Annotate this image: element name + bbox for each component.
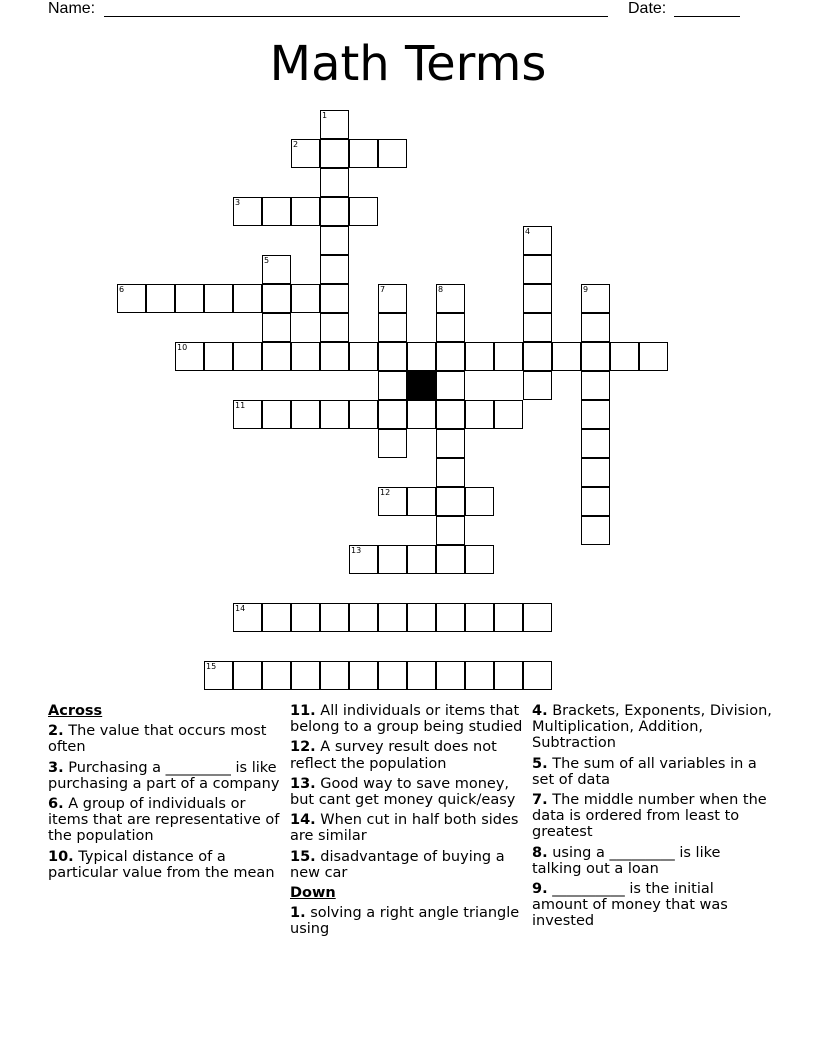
grid-cell[interactable] xyxy=(204,284,233,313)
grid-cell[interactable] xyxy=(436,661,465,690)
grid-cell[interactable] xyxy=(581,371,610,400)
grid-cell[interactable] xyxy=(378,371,407,400)
grid-cell[interactable] xyxy=(291,603,320,632)
grid-cell[interactable] xyxy=(523,313,552,342)
grid-cell[interactable] xyxy=(320,139,349,168)
grid-cell[interactable] xyxy=(639,342,668,371)
grid-cell[interactable] xyxy=(378,487,407,516)
grid-cell[interactable] xyxy=(436,371,465,400)
down-heading: Down xyxy=(290,885,336,902)
grid-cell[interactable] xyxy=(349,342,378,371)
grid-cell[interactable] xyxy=(436,400,465,429)
grid-cell[interactable] xyxy=(581,342,610,371)
grid-cell[interactable] xyxy=(523,661,552,690)
grid-cell[interactable] xyxy=(262,661,291,690)
grid-cell[interactable] xyxy=(378,342,407,371)
clue-number-label: 11 xyxy=(235,401,246,410)
grid-cell[interactable] xyxy=(291,661,320,690)
grid-cell[interactable] xyxy=(146,284,175,313)
grid-cell[interactable] xyxy=(378,284,407,313)
clue-number-label: 15 xyxy=(206,662,217,671)
grid-cell[interactable] xyxy=(378,603,407,632)
clue-across-3: 3. Purchasing a _________ is like purchasing a part of a company xyxy=(48,759,280,792)
grid-cell[interactable] xyxy=(233,661,262,690)
grid-cell[interactable] xyxy=(320,226,349,255)
clue-across-10: 10. Typical distance of a particular value from the mean xyxy=(48,848,275,881)
grid-cell[interactable] xyxy=(407,342,436,371)
clue-number-label: 7 xyxy=(380,285,386,294)
grid-cell[interactable] xyxy=(262,342,291,371)
grid-cell[interactable] xyxy=(407,545,436,574)
grid-cell[interactable] xyxy=(349,603,378,632)
grid-cell[interactable] xyxy=(378,429,407,458)
grid-cell[interactable] xyxy=(262,400,291,429)
grid-cell[interactable] xyxy=(320,342,349,371)
grid-cell[interactable] xyxy=(175,342,204,371)
clue-across-15: 15. disadvantage of buying a new car xyxy=(290,848,505,881)
grid-cell[interactable] xyxy=(262,197,291,226)
grid-cell[interactable] xyxy=(291,197,320,226)
grid-cell[interactable] xyxy=(320,603,349,632)
grid-cell[interactable] xyxy=(378,313,407,342)
grid-cell[interactable] xyxy=(465,661,494,690)
grid-cell[interactable] xyxy=(523,371,552,400)
grid-cell[interactable] xyxy=(436,516,465,545)
grid-cell[interactable] xyxy=(349,545,378,574)
grid-cell[interactable] xyxy=(523,284,552,313)
black-cell xyxy=(407,371,436,400)
clue-across-6: 6. A group of individuals or items that are representative of the population xyxy=(48,796,280,845)
grid-cell[interactable] xyxy=(465,342,494,371)
grid-cell[interactable] xyxy=(523,255,552,284)
grid-cell[interactable] xyxy=(117,284,146,313)
grid-cell[interactable] xyxy=(436,603,465,632)
grid-cell[interactable] xyxy=(233,197,262,226)
clue-across-14: 14. When cut in half both sides are similar xyxy=(290,812,519,845)
page-title: Math Terms xyxy=(269,36,547,92)
grid-cell[interactable] xyxy=(465,487,494,516)
across-heading: Across xyxy=(48,703,103,719)
clue-down-7: 7. The middle number when the data is ordered from least to greatest xyxy=(532,792,767,841)
grid-cell[interactable] xyxy=(581,516,610,545)
grid-cell[interactable] xyxy=(494,661,523,690)
grid-cell[interactable] xyxy=(407,400,436,429)
clue-across-13: 13. Good way to save money, but cant get money quick/easy xyxy=(290,775,516,809)
grid-cell[interactable] xyxy=(436,487,465,516)
grid-cell[interactable] xyxy=(320,168,349,197)
grid-cell[interactable] xyxy=(291,284,320,313)
clue-number-label: 12 xyxy=(380,488,391,497)
grid-cell[interactable] xyxy=(291,400,320,429)
clue-down-4: 4. Brackets, Exponents, Division, Multiplication, Addition, Subtraction xyxy=(532,703,772,752)
grid-cell[interactable] xyxy=(407,603,436,632)
grid-cell[interactable] xyxy=(523,603,552,632)
grid-cell[interactable] xyxy=(320,313,349,342)
clue-down-9: 9. __________ is the initial amount of money that was invested xyxy=(532,881,728,930)
clue-number-label: 1 xyxy=(322,111,328,120)
clue-across-2: 2. The value that occurs most often xyxy=(48,723,267,756)
grid-cell[interactable] xyxy=(204,661,233,690)
grid-cell[interactable] xyxy=(320,284,349,313)
grid-cell[interactable] xyxy=(436,458,465,487)
clues-column-1 xyxy=(48,703,280,885)
grid-cell[interactable] xyxy=(349,139,378,168)
grid-cell[interactable] xyxy=(407,487,436,516)
grid-cell[interactable] xyxy=(291,139,320,168)
grid-cell[interactable] xyxy=(436,284,465,313)
grid-cell[interactable] xyxy=(320,197,349,226)
clue-number-label: 3 xyxy=(235,198,241,207)
grid-cell[interactable] xyxy=(320,255,349,284)
clue-down-8: 8. using a _________ is like talking out a loan xyxy=(532,844,721,877)
grid-cell[interactable] xyxy=(407,661,436,690)
clue-number-label: 8 xyxy=(438,285,444,294)
grid-cell[interactable] xyxy=(233,342,262,371)
clue-number-label: 9 xyxy=(583,285,589,294)
grid-cell[interactable] xyxy=(465,603,494,632)
grid-cell[interactable] xyxy=(581,400,610,429)
grid-cell[interactable] xyxy=(349,400,378,429)
grid-cell[interactable] xyxy=(552,342,581,371)
grid-cell[interactable] xyxy=(262,284,291,313)
grid-cell[interactable] xyxy=(610,342,639,371)
grid-cell[interactable] xyxy=(581,284,610,313)
grid-cell[interactable] xyxy=(581,487,610,516)
clue-number-label: 2 xyxy=(293,140,299,149)
grid-cell[interactable] xyxy=(523,342,552,371)
grid-cell[interactable] xyxy=(436,342,465,371)
grid-cell[interactable] xyxy=(320,400,349,429)
grid-cell[interactable] xyxy=(494,603,523,632)
clue-across-12: 12. A survey result does not reflect the population xyxy=(290,739,497,772)
clue-number-label: 6 xyxy=(119,285,125,294)
grid-cell[interactable] xyxy=(581,313,610,342)
clue-across-11: 11. All individuals or items that belong to a group being studied xyxy=(290,703,523,736)
grid-cell[interactable] xyxy=(320,661,349,690)
grid-cell[interactable] xyxy=(262,313,291,342)
grid-cell[interactable] xyxy=(523,226,552,255)
grid-cell[interactable] xyxy=(291,342,320,371)
grid-cell[interactable] xyxy=(581,458,610,487)
clues-column-2 xyxy=(290,703,526,942)
clue-number-label: 10 xyxy=(177,343,188,352)
grid-cell[interactable] xyxy=(262,255,291,284)
grid-cell[interactable] xyxy=(494,342,523,371)
name-label: Name: xyxy=(48,0,96,17)
clues-column-3 xyxy=(532,703,772,934)
grid-cell[interactable] xyxy=(349,197,378,226)
grid-cell[interactable] xyxy=(465,400,494,429)
clue-number-label: 4 xyxy=(525,227,531,236)
clue-down-1: 1. solving a right angle triangle using xyxy=(290,905,520,938)
date-label: Date: xyxy=(628,0,667,17)
grid-cell[interactable] xyxy=(233,400,262,429)
grid-cell[interactable] xyxy=(378,661,407,690)
grid-cell[interactable] xyxy=(494,400,523,429)
grid-cell[interactable] xyxy=(233,284,262,313)
clue-number-label: 13 xyxy=(351,546,362,555)
grid-cell[interactable] xyxy=(378,545,407,574)
grid-cell[interactable] xyxy=(465,545,494,574)
grid-cell[interactable] xyxy=(204,342,233,371)
grid-cell[interactable] xyxy=(175,284,204,313)
grid-cell[interactable] xyxy=(262,603,291,632)
grid-cell[interactable] xyxy=(436,429,465,458)
clue-number-label: 5 xyxy=(264,256,270,265)
grid-cell[interactable] xyxy=(349,661,378,690)
grid-cell[interactable] xyxy=(436,545,465,574)
clue-down-5: 5. The sum of all variables in a set of data xyxy=(532,755,757,788)
grid-cell[interactable] xyxy=(378,400,407,429)
grid-cell[interactable] xyxy=(233,603,262,632)
grid-cell[interactable] xyxy=(320,110,349,139)
grid-cell[interactable] xyxy=(378,139,407,168)
clue-number-label: 14 xyxy=(235,604,246,613)
grid-cell[interactable] xyxy=(581,429,610,458)
grid-cell[interactable] xyxy=(436,313,465,342)
